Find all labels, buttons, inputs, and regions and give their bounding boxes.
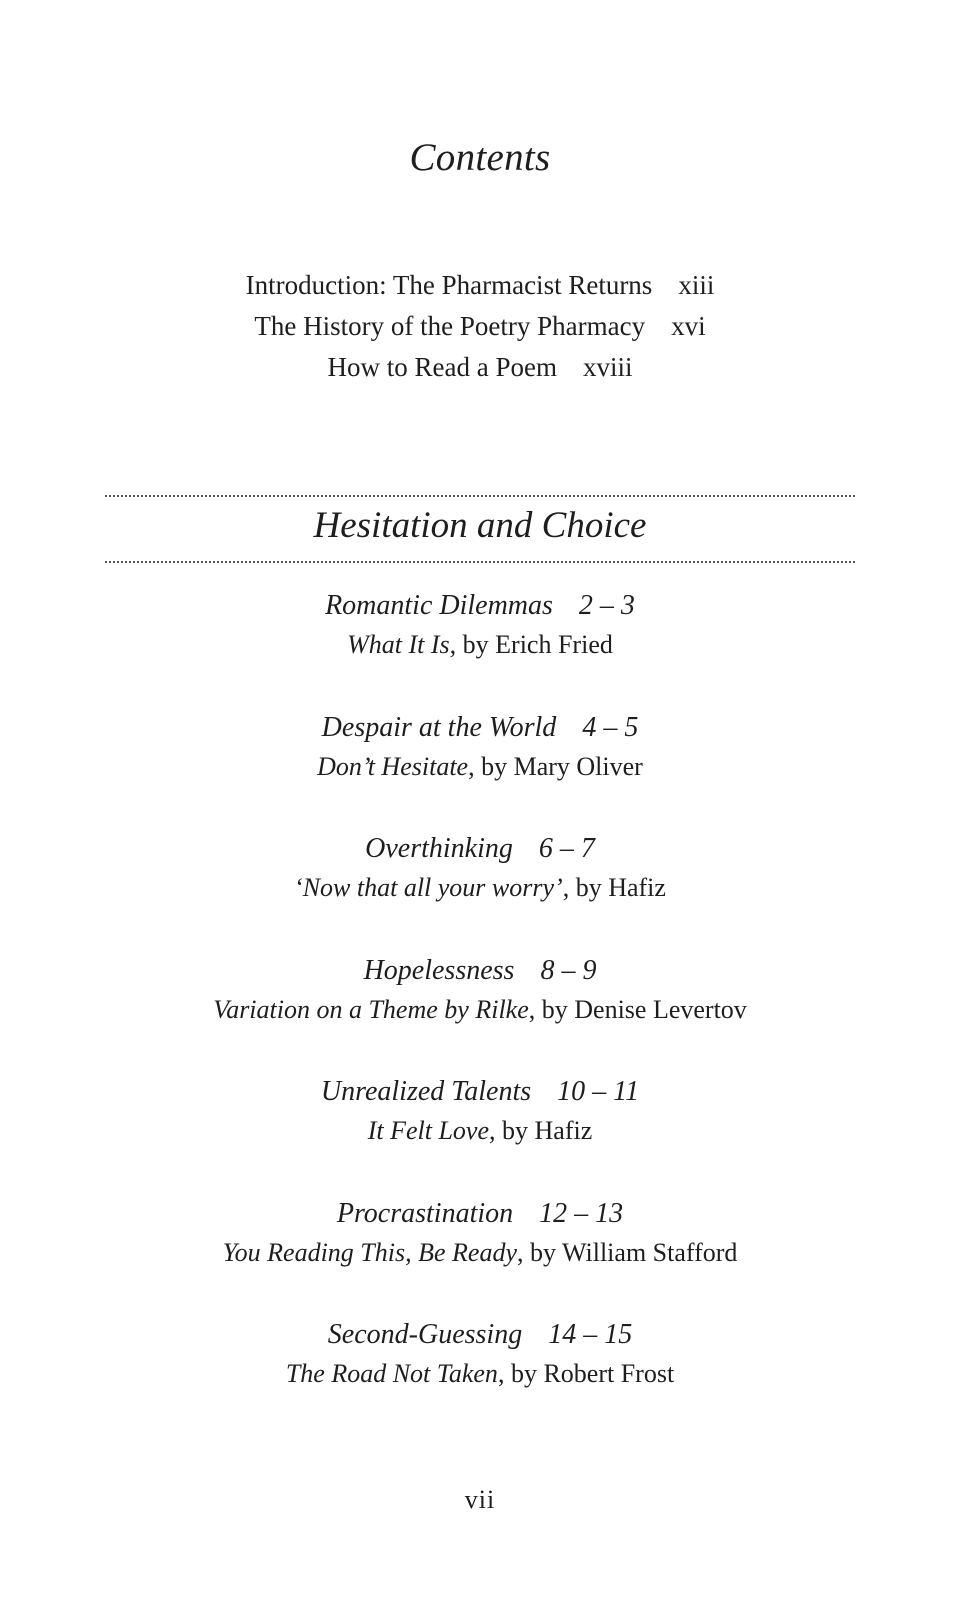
entry-heading <box>0 828 960 870</box>
entry-heading <box>0 1193 960 1235</box>
poem-credit <box>0 627 960 663</box>
toc-entry[interactable] <box>0 1071 960 1193</box>
poem-author: , by Hafiz <box>489 1116 593 1145</box>
toc-entry[interactable] <box>0 828 960 950</box>
toc-entry[interactable] <box>0 585 960 707</box>
front-matter-page: xvi <box>671 311 706 341</box>
front-matter-page: xiii <box>678 270 715 300</box>
poem-author: , by William Stafford <box>516 1237 738 1267</box>
toc-entry[interactable] <box>0 1314 960 1436</box>
poem-title: What It Is <box>347 630 450 659</box>
poem-author: , by Denise Levertov <box>528 994 747 1024</box>
ailment-title: Overthinking <box>365 833 513 864</box>
page-number: vii <box>464 1485 496 1514</box>
entry-heading <box>0 707 960 749</box>
page-range: 2 – 3 <box>578 590 635 621</box>
poem-author: , by Erich Fried <box>449 630 613 659</box>
poem-title: Variation on a Theme by Rilke <box>213 994 529 1024</box>
page-range: 8 – 9 <box>540 954 597 986</box>
poem-credit <box>0 1356 960 1392</box>
front-matter-label: Introduction: The Pharmacist Returns <box>245 270 653 300</box>
front-matter-item[interactable] <box>0 347 960 388</box>
poem-credit <box>0 992 960 1028</box>
poem-credit <box>0 749 960 785</box>
page-title: Contents <box>409 136 551 179</box>
ailment-title: Second-Guessing <box>327 1319 523 1350</box>
entry-heading <box>0 1071 960 1113</box>
front-matter-label: The History of the Poetry Pharmacy <box>254 311 646 341</box>
section-rule-bottom <box>105 561 855 563</box>
front-matter-item[interactable] <box>0 265 960 306</box>
toc-entry[interactable] <box>0 950 960 1072</box>
front-matter-list <box>0 265 960 388</box>
poem-title: The Road Not Taken <box>285 1359 498 1388</box>
page-range: 4 – 5 <box>582 711 639 743</box>
section-rule-top <box>105 495 855 497</box>
front-matter-item[interactable] <box>0 306 960 347</box>
page-range: 10 – 11 <box>557 1076 640 1107</box>
ailment-title: Hopelessness <box>363 954 515 986</box>
poem-author: , by Hafiz <box>562 873 666 902</box>
entry-heading <box>0 950 960 992</box>
poem-author: , by Mary Oliver <box>468 751 643 781</box>
ailment-title: Despair at the World <box>321 711 557 743</box>
section-title: Hesitation and Choice <box>313 505 647 546</box>
page-range: 6 – 7 <box>538 833 595 864</box>
ailment-title: Unrealized Talents <box>320 1076 532 1107</box>
poem-title: ‘Now that all your worry’ <box>294 873 563 902</box>
section-entries <box>0 585 960 1436</box>
toc-entry[interactable] <box>0 1193 960 1315</box>
poem-credit <box>0 870 960 906</box>
front-matter-page: xviii <box>582 352 633 382</box>
ailment-title: Romantic Dilemmas <box>325 590 553 621</box>
poem-title: It Felt Love <box>367 1116 490 1145</box>
entry-heading <box>0 585 960 627</box>
poem-credit <box>0 1113 960 1149</box>
page-range: 14 – 15 <box>548 1319 633 1350</box>
poem-author: , by Robert Frost <box>497 1359 675 1388</box>
ailment-title: Procrastination <box>336 1197 514 1229</box>
front-matter-label: How to Read a Poem <box>327 352 557 382</box>
poem-title: Don’t Hesitate <box>317 751 469 781</box>
poem-title: You Reading This, Be Ready <box>222 1237 517 1267</box>
poem-credit <box>0 1235 960 1271</box>
toc-entry[interactable] <box>0 707 960 829</box>
entry-heading <box>0 1314 960 1356</box>
page-range: 12 – 13 <box>539 1197 624 1229</box>
